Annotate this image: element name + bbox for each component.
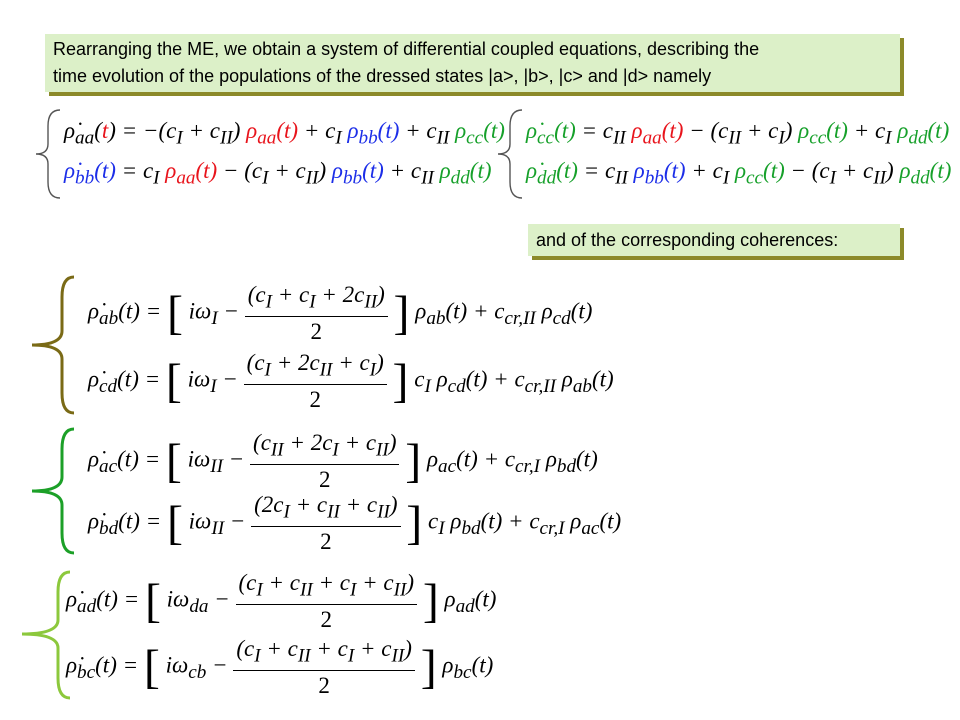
brace-populations-left — [34, 108, 64, 200]
intro-text-box — [45, 34, 900, 92]
equation-coh-ad: $\rhȯ_{ad}(t)$ = [ $i\omega_{da}$ − $\frac{(c_I + c_{II} + c_I + c_{II})}{2}$ ] $\rho_{ad}(t)$ — [66, 570, 497, 632]
intro-line-2: time evolution of the populations of the dressed states |a>, |b>, |c> and |d> namely — [53, 66, 712, 86]
brace-coherences-ac-bd — [28, 427, 78, 555]
equation-coh-bd: $\rhȯ_{bd}(t)$ = [ $i\omega_{II}$ − $\frac{(2c_I + c_{II} + c_{II})}{2}$ ] $c_I$ $\rho_{bd}(t) + c_{cr,I}$ $\rho_{ac}(t)$ — [88, 492, 622, 554]
equation-coh-ac: $\rhȯ_{ac}(t)$ = [ $i\omega_{II}$ − $\frac{(c_{II} + 2c_I + c_{II})}{2}$ ] $\rho_{ac}(t) + c_{cr,I}$ $\rho_{bd}(t)$ — [88, 430, 598, 492]
equation-coh-cd: $\rhȯ_{cd}(t)$ = [ $i\omega_I$ − $\frac{(c_I + 2c_{II} + c_I)}{2}$ ] $c_I$ $\rho_{cd}(t) + c_{cr,II}$ $\rho_{ab}(t)$ — [88, 350, 614, 412]
intro-line-1: Rearranging the ME, we obtain a system of differential coupled equations, describing the — [53, 39, 760, 59]
equation-coh-bc: $\rhȯ_{bc}(t)$ = [ $i\omega_{cb}$ − $\frac{(c_I + c_{II} + c_I + c_{II})}{2}$ ] $\rho_{bc}(t)$ — [66, 636, 494, 698]
equation-pop-cc: $\rhȯ_{cc}(t) = c_{II}$ $\rho_{aa}(t) - (c_{II} + c_I) \rho_{cc}(t) + c_I$ $\rho_{dd}(t)$ — [526, 118, 950, 149]
brace-populations-right — [496, 108, 526, 200]
equation-coh-ab: $\rhȯ_{ab}(t)$ = [ $i\omega_I$ − $\frac{(c_I + c_I + 2c_{II})}{2}$ ] $\rho_{ab}(t) + c_{cr,II}$ $\rho_{cd}(t)$ — [88, 282, 593, 344]
brace-coherences-ab-cd — [28, 275, 78, 415]
equation-pop-aa: $\rhȯ_{aa}(t) = -(c_I + c_{II}) \rho_{aa}(t) + c_I$ $\rho_{bb}(t) + c_{II}$ $\rho_{cc}(t)$ — [64, 118, 505, 149]
equation-pop-bb: $\rhȯ_{bb}(t) = c_I$ $\rho_{aa}(t) - (c_I + c_{II}) \rho_{bb}(t) + c_{II}$ $\rho_{dd}(t)$ — [64, 158, 492, 189]
equation-pop-dd: $\rhȯ_{dd}(t) = c_{II}$ $\rho_{bb}(t) + c_I$ $\rho_{cc}(t) - (c_I + c_{II})$ $\rho_{dd}(t)$ — [526, 158, 952, 189]
coherences-label: and of the corresponding coherences: — [528, 224, 900, 256]
